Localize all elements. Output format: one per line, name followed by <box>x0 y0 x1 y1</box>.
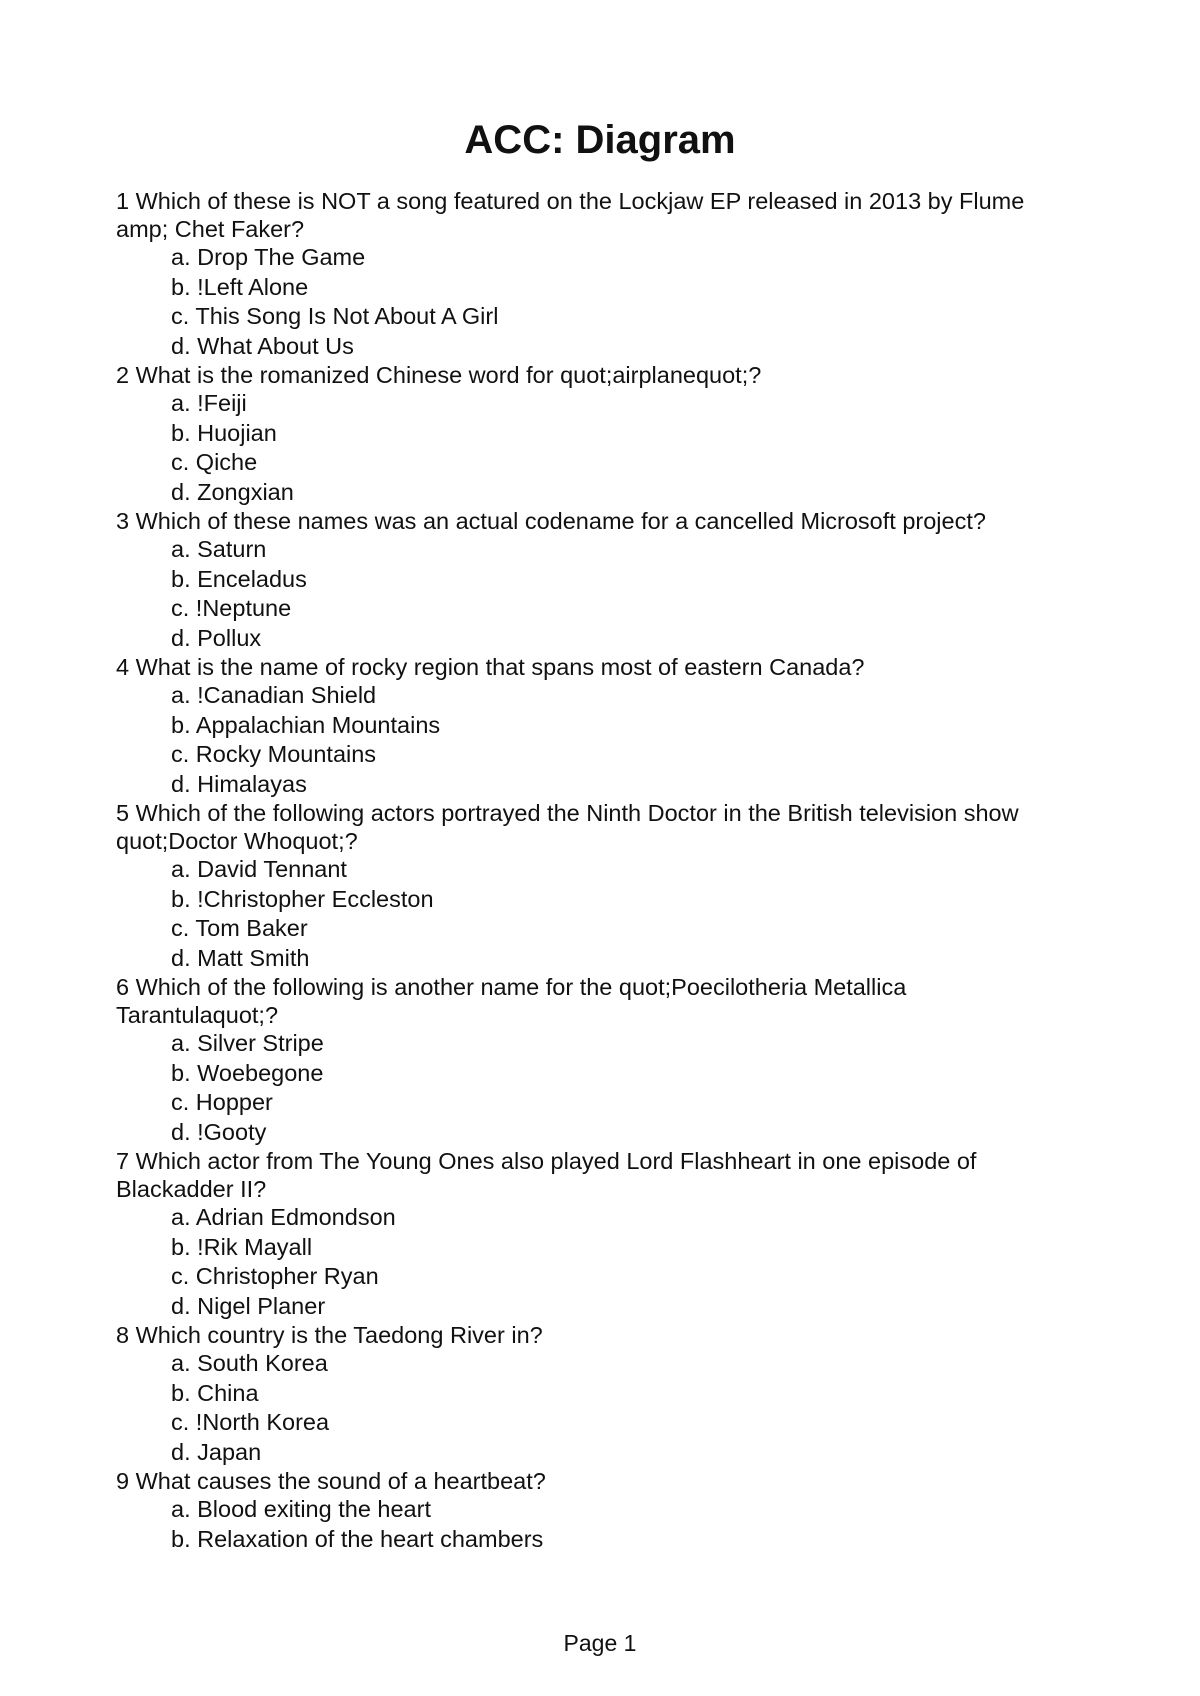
question-5 <box>116 799 1076 973</box>
question-text: 3 Which of these names was an actual codename for a cancelled Microsoft project? <box>116 508 986 534</box>
answer-option: a. Saturn <box>171 536 267 562</box>
answer-option: c. !North Korea <box>171 1409 330 1435</box>
answer-option: b. China <box>171 1379 259 1406</box>
question-6 <box>116 973 1076 1147</box>
answer-option: d. Pollux <box>171 624 262 651</box>
answer-option: a. Drop The Game <box>171 244 366 270</box>
question-text: 7 Which actor from The Young Ones also played Lord Flashheart in one episode of Blackadder II? <box>116 1148 977 1202</box>
question-text: 2 What is the romanized Chinese word for quot;airplanequot;? <box>116 362 762 388</box>
answer-option: b. !Left Alone <box>171 273 309 300</box>
answer-option: d. Himalayas <box>171 770 307 797</box>
question-text: 6 Which of the following is another name for the quot;Poecilotheria Metallica Tarantulaquot;? <box>116 974 907 1028</box>
answer-option: c. Hopper <box>171 1089 273 1115</box>
document-title: ACC: Diagram <box>464 118 736 162</box>
answer-option: b. !Christopher Eccleston <box>171 885 434 912</box>
answer-option: b. !Rik Mayall <box>171 1233 313 1260</box>
answer-options <box>116 1203 1076 1321</box>
answer-options <box>116 855 1076 973</box>
question-text: 8 Which country is the Taedong River in? <box>116 1322 543 1348</box>
answer-option: d. Nigel Planer <box>171 1292 326 1319</box>
question-text: 4 What is the name of rocky region that spans most of eastern Canada? <box>116 654 865 680</box>
answer-options <box>116 535 1076 653</box>
answer-option: a. !Canadian Shield <box>171 682 377 708</box>
answer-option: d. Zongxian <box>171 478 294 505</box>
question-1 <box>116 187 1076 361</box>
answer-option: a. !Feiji <box>171 390 247 416</box>
answer-option: b. Huojian <box>171 419 277 446</box>
answer-option: c. Christopher Ryan <box>171 1263 379 1289</box>
answer-option: c. !Neptune <box>171 595 292 621</box>
question-9 <box>116 1467 1076 1554</box>
question-text: 9 What causes the sound of a heartbeat? <box>116 1468 546 1494</box>
answer-options <box>116 681 1076 799</box>
answer-option: d. !Gooty <box>171 1118 267 1145</box>
answer-option: a. Adrian Edmondson <box>171 1204 396 1230</box>
question-3 <box>116 507 1076 653</box>
answer-option: a. David Tennant <box>171 856 347 882</box>
answer-options <box>116 1029 1076 1147</box>
answer-option: d. What About Us <box>171 332 354 359</box>
page-number: Page 1 <box>563 1630 637 1656</box>
answer-option: c. Tom Baker <box>171 915 308 941</box>
answer-option: d. Matt Smith <box>171 944 310 971</box>
question-text: 5 Which of the following actors portrayed the Ninth Doctor in the British television show quot;Doctor Whoquot;? <box>116 800 1019 854</box>
answer-option: a. South Korea <box>171 1350 328 1376</box>
answer-options <box>116 1349 1076 1467</box>
question-2 <box>116 361 1076 507</box>
question-list <box>116 187 1076 1554</box>
answer-option: d. Japan <box>171 1438 262 1465</box>
answer-option: b. Woebegone <box>171 1059 324 1086</box>
question-7 <box>116 1147 1076 1321</box>
answer-option: c. This Song Is Not About A Girl <box>171 303 499 329</box>
answer-options <box>116 1495 1076 1554</box>
answer-option: a. Blood exiting the heart <box>171 1496 431 1522</box>
answer-options <box>116 243 1076 361</box>
answer-option: c. Qiche <box>171 449 258 475</box>
question-4 <box>116 653 1076 799</box>
answer-options <box>116 389 1076 507</box>
answer-option: b. Appalachian Mountains <box>171 711 441 738</box>
answer-option: a. Silver Stripe <box>171 1030 324 1056</box>
question-8 <box>116 1321 1076 1467</box>
question-text: 1 Which of these is NOT a song featured on the Lockjaw EP released in 2013 by Flume amp; Chet Faker? <box>116 188 1025 242</box>
answer-option: b. Relaxation of the heart chambers <box>171 1525 544 1552</box>
answer-option: b. Enceladus <box>171 565 307 592</box>
answer-option: c. Rocky Mountains <box>171 741 377 767</box>
